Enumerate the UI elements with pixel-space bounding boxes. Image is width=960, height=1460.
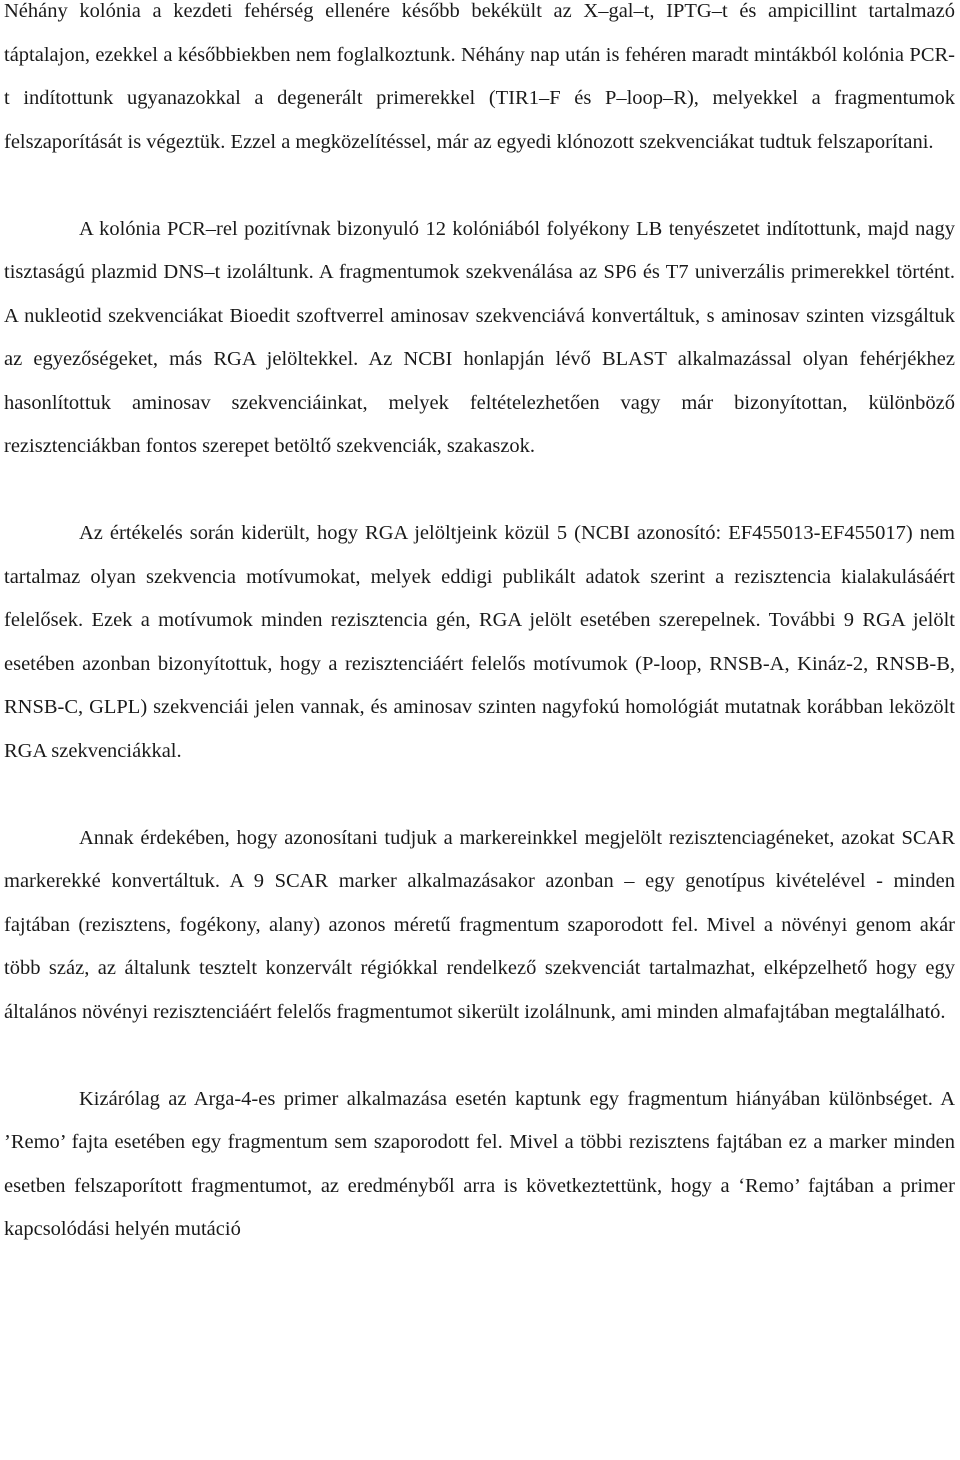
paragraph-5: Kizárólag az Arga-4-es primer alkalmazása esetén kaptunk egy fragmentum hiányában különbséget. A ’Remo’ fajta esetében egy fragmentum sem szaporodott fel. Mivel a többi rezisztens fajtában ez a marker minden esetben felszaporított fragmentumot, az eredményből arra is következtettünk, hogy a ‘Remo’ fajtában a primer kapcsolódási helyén mutáció bbox=[4, 1087, 955, 1240]
paragraph-1: Néhány kolónia a kezdeti fehérség ellenére később bekékült az X–gal–t, IPTG–t és ampicillint tartalmazó táptalajon, ezekkel a későbbiekben nem foglalkoztunk. Néhány nap után is fehéren maradt mintákból kolónia PCR-t indítottunk ugyanazokkal a degenerált primerekkel (TIR1–F és P–loop–R), melyekkel a fragmentumok felszaporítását is végeztük. Ezzel a megközelítéssel, már az egyedi klónozott szekvenciákat tudtuk felszaporítani. bbox=[4, 0, 955, 153]
paragraph-4: Annak érdekében, hogy azonosítani tudjuk a markereinkkel megjelölt rezisztenciagéneket, azokat SCAR markerekké konvertáltuk. A 9 SCAR marker alkalmazásakor azonban – egy genotípus kivételével - minden fajtában (rezisztens, fogékony, alany) azonos méretű fragmentum szaporodott fel. Mivel a növényi genom akár több száz, az általunk tesztelt konzervált régiókkal rendelkező szekvenciát tartalmazhat, elképzelhető hogy egy általános növényi rezisztenciáért felelős fragmentumot sikerült izolálnunk, ami minden almafajtában megtalálható. bbox=[4, 826, 955, 1023]
paragraph-2: A kolónia PCR–rel pozitívnak bizonyuló 12 kolóniából folyékony LB tenyészetet indítottunk, majd nagy tisztaságú plazmid DNS–t izoláltunk. A fragmentumok szekvenálása az SP6 és T7 univerzális primerekkel történt. A nukleotid szekvenciákat Bioedit szoftverrel aminosav szekvenciává konvertáltuk, s aminosav szinten vizsgáltuk az egyezőségeket, más RGA jelöltekkel. Az NCBI honlapján lévő BLAST alkalmazással olyan fehérjékhez hasonlítottuk aminosav szekvenciáinkat, melyek feltételezhetően vagy már bizonyítottan, különböző rezisztenciákban fontos szerepet betöltő szekvenciák, szakaszok. bbox=[4, 217, 955, 457]
paragraph-gap bbox=[4, 164, 955, 208]
document-page bbox=[4, 0, 955, 1252]
paragraph-gap bbox=[4, 773, 955, 817]
paragraph-3: Az értékelés során kiderült, hogy RGA jelöltjeink közül 5 (NCBI azonosító: EF455013-EF455017) nem tartalmaz olyan szekvencia motívumokat, melyek eddigi publikált adatok szerint a rezisztencia kialakulásáért felelősek. Ezek a motívumok minden rezisztencia gén, RGA jelölt esetében szerepelnek. További 9 RGA jelölt esetében azonban bizonyítottuk, hogy a rezisztenciáért felelős motívumok (P-loop, RNSB-A, Kináz-2, RNSB-B, RNSB-C, GLPL) szekvenciái jelen vannak, és aminosav szinten nagyfokú homológiát mutatnak korábban leközölt RGA szekvenciákkal. bbox=[4, 522, 955, 762]
paragraph-gap bbox=[4, 469, 955, 513]
paragraph-gap bbox=[4, 1034, 955, 1078]
